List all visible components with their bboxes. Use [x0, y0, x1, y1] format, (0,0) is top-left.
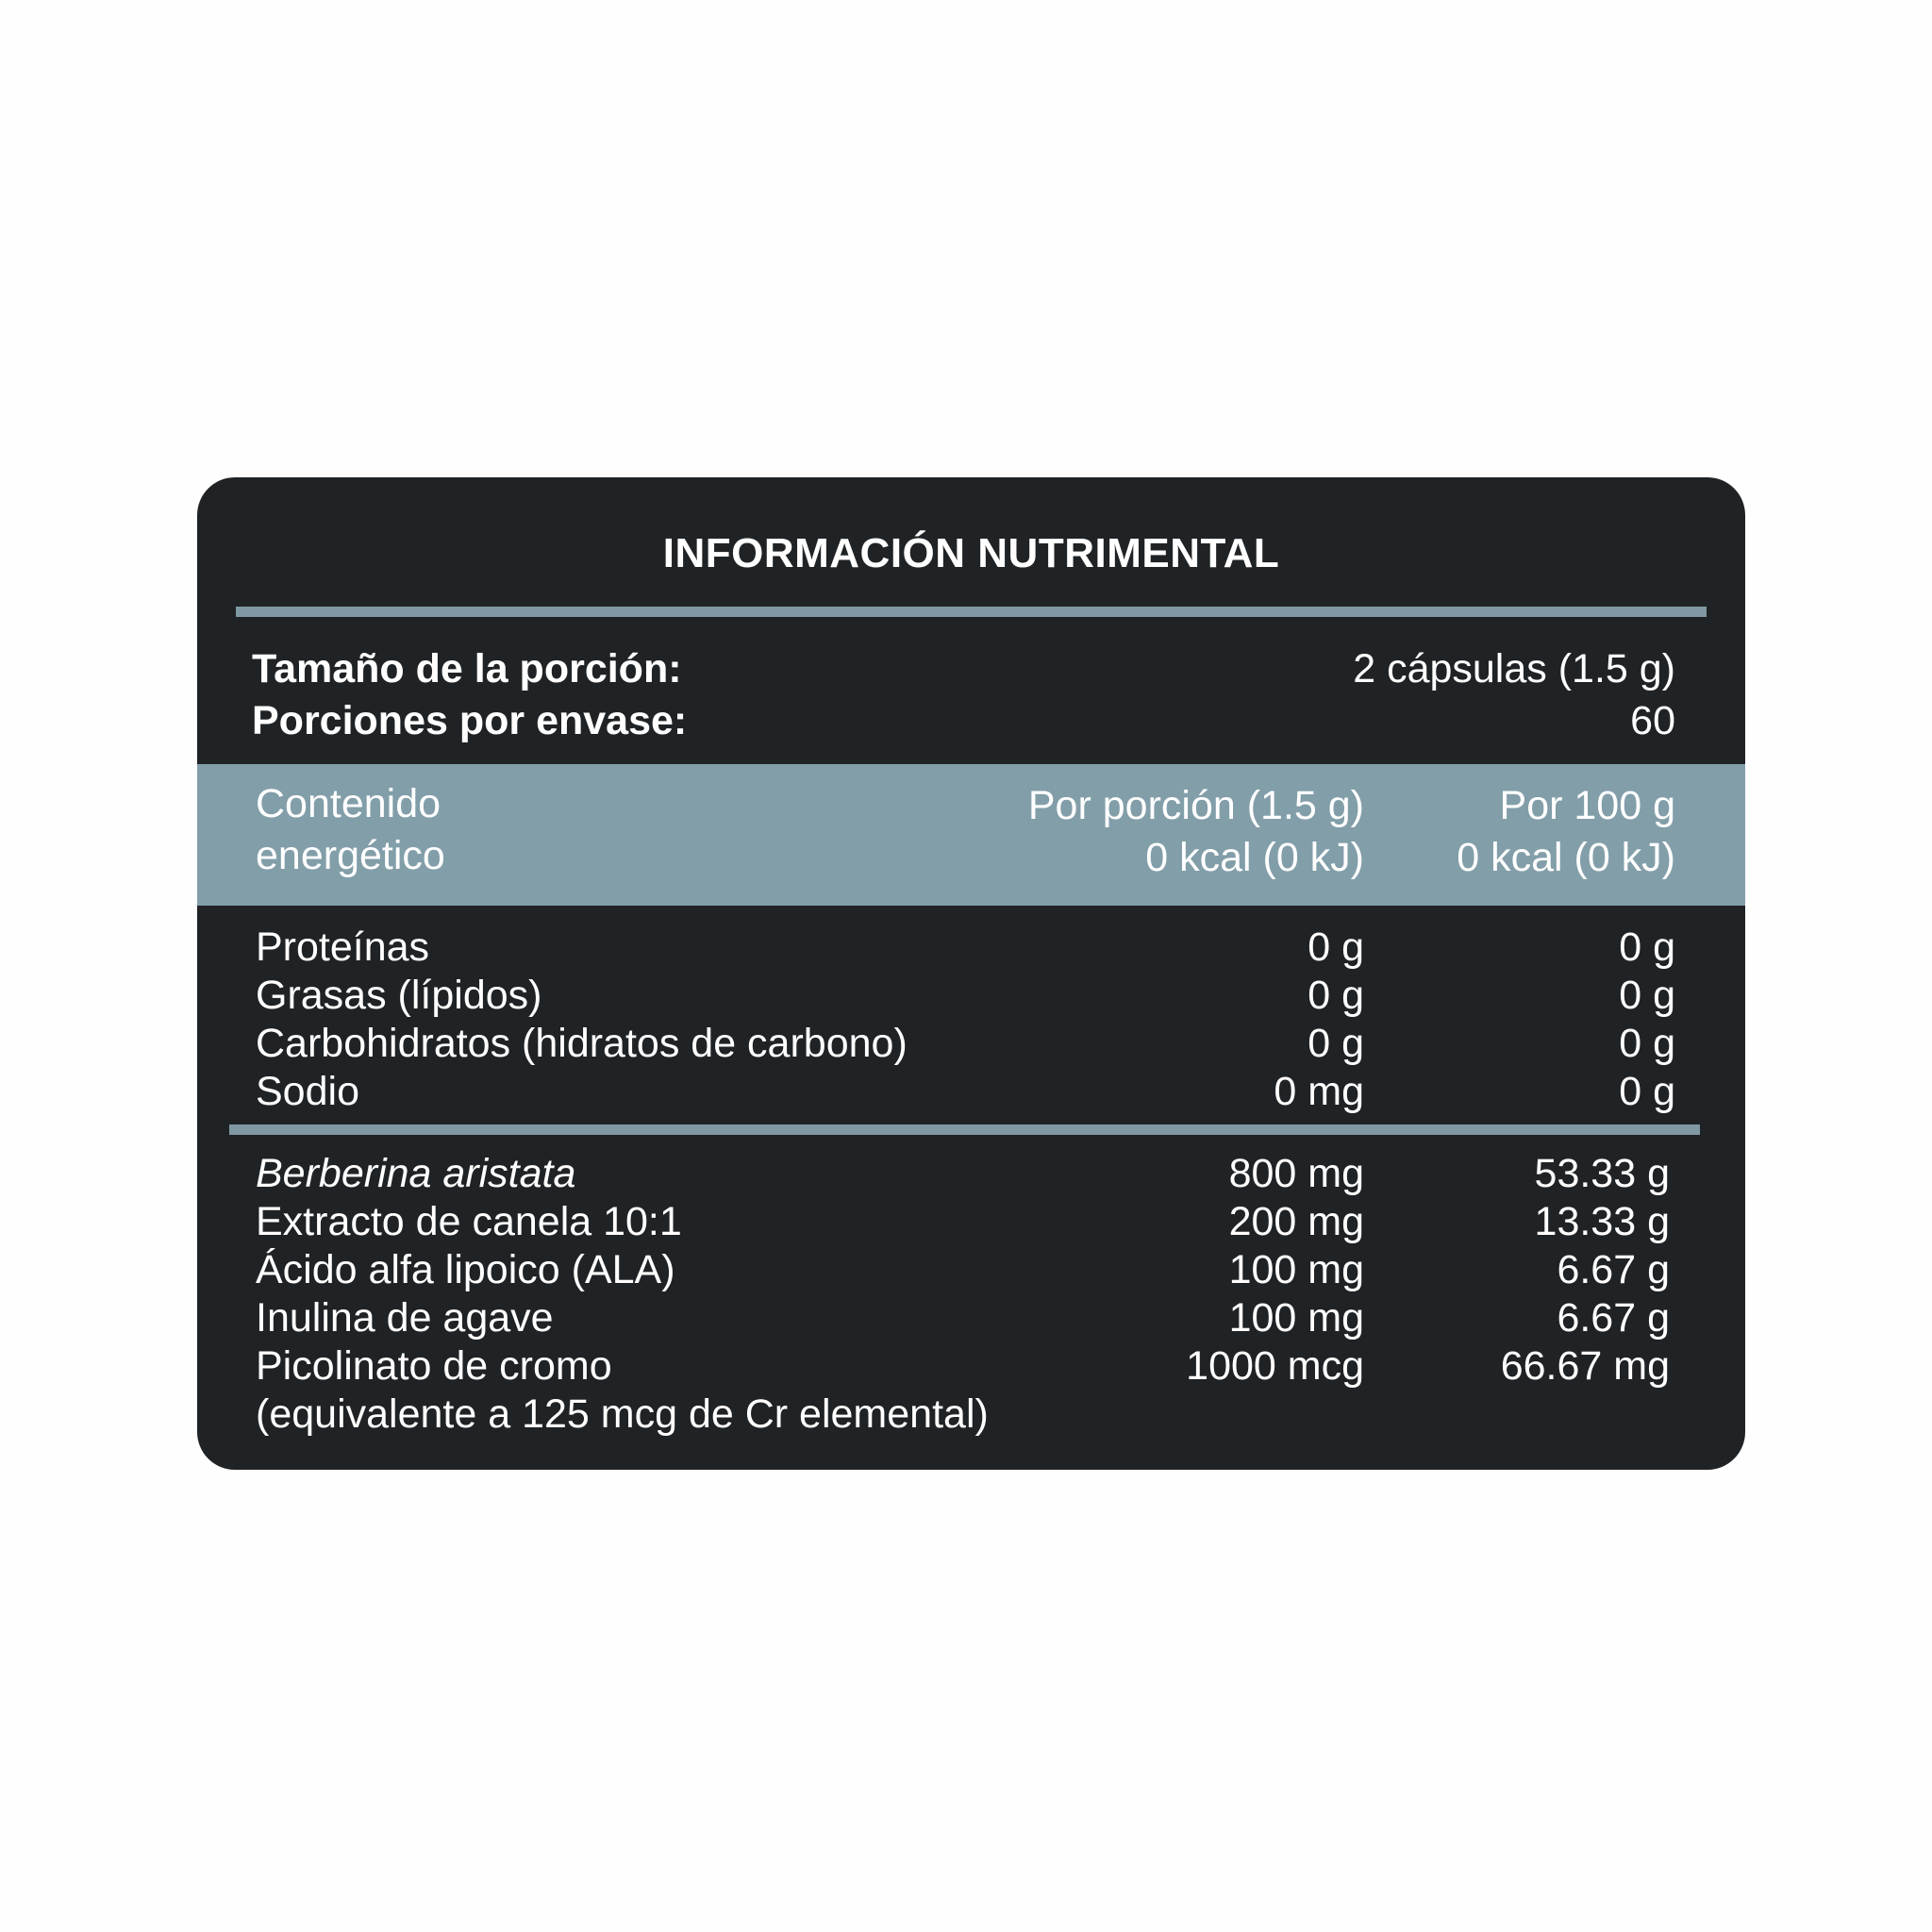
servings-per-container-value: 60: [1630, 698, 1675, 743]
servings-per-container-label: Porciones por envase:: [252, 698, 688, 743]
nutrient-name: Grasas (lípidos): [256, 973, 542, 1018]
energy-label-line2: energético: [256, 833, 445, 878]
nutrient-per-100g: 0 g: [1619, 973, 1675, 1018]
ingredient-per-100g: 6.67 g: [1557, 1247, 1670, 1292]
energy-per-serving: 0 kcal (0 kJ): [1145, 835, 1364, 880]
ingredient-name: Picolinato de cromo: [256, 1343, 612, 1389]
ingredient-name: Inulina de agave: [256, 1295, 554, 1341]
nutrient-name: Proteínas: [256, 924, 430, 970]
energy-label-line1: Contenido: [256, 781, 441, 826]
nutrient-per-serving: 0 g: [1307, 973, 1364, 1018]
ingredient-per-serving: 1000 mcg: [1186, 1343, 1364, 1389]
nutrient-per-serving: 0 g: [1307, 1021, 1364, 1066]
nutrient-per-serving: 0 mg: [1274, 1069, 1364, 1114]
ingredient-per-100g: 13.33 g: [1534, 1199, 1670, 1244]
energy-per-100g: 0 kcal (0 kJ): [1457, 835, 1675, 880]
nutrient-per-100g: 0 g: [1619, 924, 1675, 970]
per-serving-header: Por porción (1.5 g): [1027, 783, 1364, 828]
ingredient-name: Berberina aristata: [256, 1151, 576, 1196]
nutrient-per-100g: 0 g: [1619, 1069, 1675, 1114]
serving-size-value: 2 cápsulas (1.5 g): [1353, 646, 1675, 691]
ingredient-per-100g: 66.67 mg: [1500, 1343, 1670, 1389]
nutrient-name: Sodio: [256, 1069, 359, 1114]
ingredient-name: Extracto de canela 10:1: [256, 1199, 682, 1244]
nutrient-name: Carbohidratos (hidratos de carbono): [256, 1021, 908, 1066]
per-100g-header: Por 100 g: [1499, 783, 1675, 828]
title-divider: [236, 607, 1707, 617]
nutrient-per-serving: 0 g: [1307, 924, 1364, 970]
ingredient-per-serving: 800 mg: [1228, 1151, 1364, 1196]
ingredient-per-100g: 6.67 g: [1557, 1295, 1670, 1341]
panel-title: INFORMACIÓN NUTRIMENTAL: [662, 530, 1280, 576]
nutrient-per-100g: 0 g: [1619, 1021, 1675, 1066]
ingredient-name: Ácido alfa lipoico (ALA): [256, 1247, 675, 1292]
ingredient-per-serving: 100 mg: [1228, 1247, 1364, 1292]
section-divider: [229, 1124, 1700, 1135]
nutrition-facts-panel: [197, 477, 1745, 1470]
ingredient-per-serving: 100 mg: [1228, 1295, 1364, 1341]
ingredient-per-100g: 53.33 g: [1534, 1151, 1670, 1196]
serving-size-label: Tamaño de la porción:: [252, 646, 682, 691]
ingredient-per-serving: 200 mg: [1228, 1199, 1364, 1244]
ingredient-footnote: (equivalente a 125 mcg de Cr elemental): [256, 1391, 989, 1437]
